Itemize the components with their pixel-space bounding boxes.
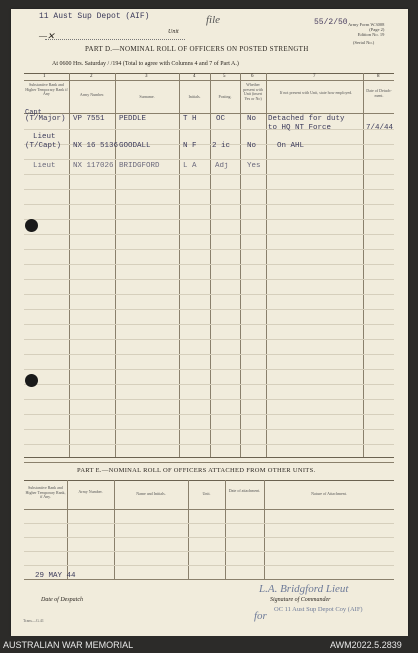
row2-surname: GOODALL (119, 142, 151, 150)
col-number: 6 (251, 74, 254, 79)
handwritten-annotation: file (206, 14, 221, 26)
row1-date: 7/4/44 (366, 124, 394, 132)
serial-no-label: (Serial No.) (353, 40, 375, 45)
row2-posting: 2 ic (212, 142, 231, 150)
row1-present: No (247, 115, 257, 123)
part-d-date-line: At 0600 Hrs. Saturday / /194 (Total to agree with Columns 4 and 7 of Part A.) (52, 61, 239, 67)
unit-stamp: OC 11 Aust Sup Depot Coy (AIF) (274, 606, 363, 613)
col-number: 5 (223, 74, 226, 79)
ruled-line (24, 429, 394, 430)
punch-hole (25, 219, 38, 232)
ruled-line (24, 444, 394, 445)
part-e-header-nature: Nature of Attachment. (311, 491, 347, 496)
ruled-line (24, 129, 394, 130)
col-header-if-not-present: If not present with Unit, state how employed. (279, 90, 353, 95)
army-form-code: Army Form W.3008 (Page 2) Edition No. 19 (348, 22, 385, 37)
unit-rule (45, 39, 185, 40)
row1-rank-top: Capt (25, 109, 42, 117)
row3-initials: L A (183, 162, 197, 170)
col-header-whether-present: Whether present with Unit (insert Yes or No) (243, 82, 263, 101)
ruled-line (24, 279, 394, 280)
ruled-line (24, 339, 394, 340)
col-header-rank: Substantive Rank and Higher Temporary Rank if Any (25, 82, 68, 96)
ruled-line (24, 219, 394, 220)
ruled-line (24, 294, 394, 295)
table-bottom-rule (24, 457, 394, 458)
row1-posting: OC (216, 115, 226, 123)
table-top-rule (24, 73, 394, 74)
row1-surname: PEDDLE (119, 115, 147, 123)
part-e-bottom-rule (24, 579, 394, 580)
row3-rank: Lieut (33, 162, 56, 170)
ruled-line (24, 399, 394, 400)
row2-reason: On AHL (277, 142, 305, 150)
part-d-title: PART D.—NOMINAL ROLL OF OFFICERS ON POSTED STRENGTH (85, 45, 309, 53)
stamped-number: 55/2/50 (314, 18, 348, 27)
ruled-line (24, 523, 394, 524)
archive-reference: AWM2022.5.2839 (330, 640, 402, 650)
ruled-line (24, 551, 394, 552)
unit-name-typed: 11 Aust Sup Depot (AIF) (39, 12, 150, 21)
handwritten-initials: for (254, 610, 267, 622)
printer-code: Trans—G.41 (23, 618, 44, 623)
handwritten-signature: L.A. Bridgford Lieut (259, 583, 349, 595)
col-number: 4 (193, 74, 196, 79)
ruled-line (24, 249, 394, 250)
col-header-posting: Posting. (218, 94, 232, 99)
part-e-top-rule (24, 462, 394, 463)
row3-surname: BRIDGFORD (119, 162, 160, 170)
part-e-title: PART E.—NOMINAL ROLL OF OFFICERS ATTACHED FROM OTHER UNITS. (77, 467, 316, 474)
signature-label: Signature of Commander (270, 597, 331, 603)
row1-reason-line1: Detached for duty (268, 115, 345, 123)
archive-footer (0, 636, 418, 653)
row1-army-number: VP 7551 (73, 115, 105, 123)
date-of-despatch-label: Date of Despatch (41, 597, 83, 603)
col-number: 8 (377, 74, 380, 79)
ruled-line (24, 264, 394, 265)
col-number: 7 (313, 74, 316, 79)
col-header-initials: Initials. (188, 94, 201, 99)
row1-reason-line2: to HQ NT Force (268, 124, 332, 132)
part-e-header-name: Name and Initials. (136, 491, 166, 496)
part-e-header-date-attachment: Date of attachment. (228, 488, 261, 493)
part-e-header-rule (24, 509, 394, 510)
row3-present: Yes (247, 162, 261, 170)
punch-hole (25, 374, 38, 387)
part-e-header-unit: Unit. (202, 491, 211, 496)
ruled-line (24, 369, 394, 370)
ruled-line (24, 189, 394, 190)
row2-rank: (T/Capt) (25, 142, 62, 150)
unit-handwritten-mark: —✕ (39, 31, 55, 41)
row2-present: No (247, 142, 257, 150)
ruled-line (24, 354, 394, 355)
part-e-table-top (24, 480, 394, 481)
col-header-surname: Surname. (139, 94, 155, 99)
ruled-line (24, 159, 394, 160)
ruled-line (24, 414, 394, 415)
ruled-line (24, 537, 394, 538)
row3-army-number: NX 117026 (73, 162, 114, 170)
ruled-line (24, 204, 394, 205)
ruled-line (24, 309, 394, 310)
unit-label: Unit (168, 29, 179, 35)
ruled-line (24, 234, 394, 235)
header-bottom-rule (24, 113, 394, 114)
col-header-army-number: Army Number. (79, 92, 105, 97)
col-number: 1 (43, 74, 46, 79)
row3-posting: Adj (215, 162, 229, 170)
ruled-line (24, 565, 394, 566)
col-header-date-detachment: Date of Detach- ment. (366, 88, 392, 98)
part-e-header-army-number: Army Number. (78, 489, 103, 494)
archive-name: AUSTRALIAN WAR MEMORIAL (3, 640, 134, 650)
row2-army-number: NX 16 5136 (73, 142, 119, 150)
col-number: 2 (90, 74, 93, 79)
row1-initials: T H (183, 115, 197, 123)
ruled-line (24, 324, 394, 325)
row2-initials: N F (183, 142, 197, 150)
row1-rank: (T/Major) (25, 115, 66, 123)
despatch-date-typed: 29 MAY 44 (35, 572, 76, 580)
row2-rank-top: Lieut (33, 133, 56, 141)
col-number: 3 (145, 74, 148, 79)
document-page (11, 9, 408, 636)
column-number-rule (24, 80, 394, 81)
ruled-line (24, 384, 394, 385)
part-e-header-rank: Substantive Rank and Higher Temporary Rank, if Any. (25, 485, 66, 499)
ruled-line (24, 174, 394, 175)
